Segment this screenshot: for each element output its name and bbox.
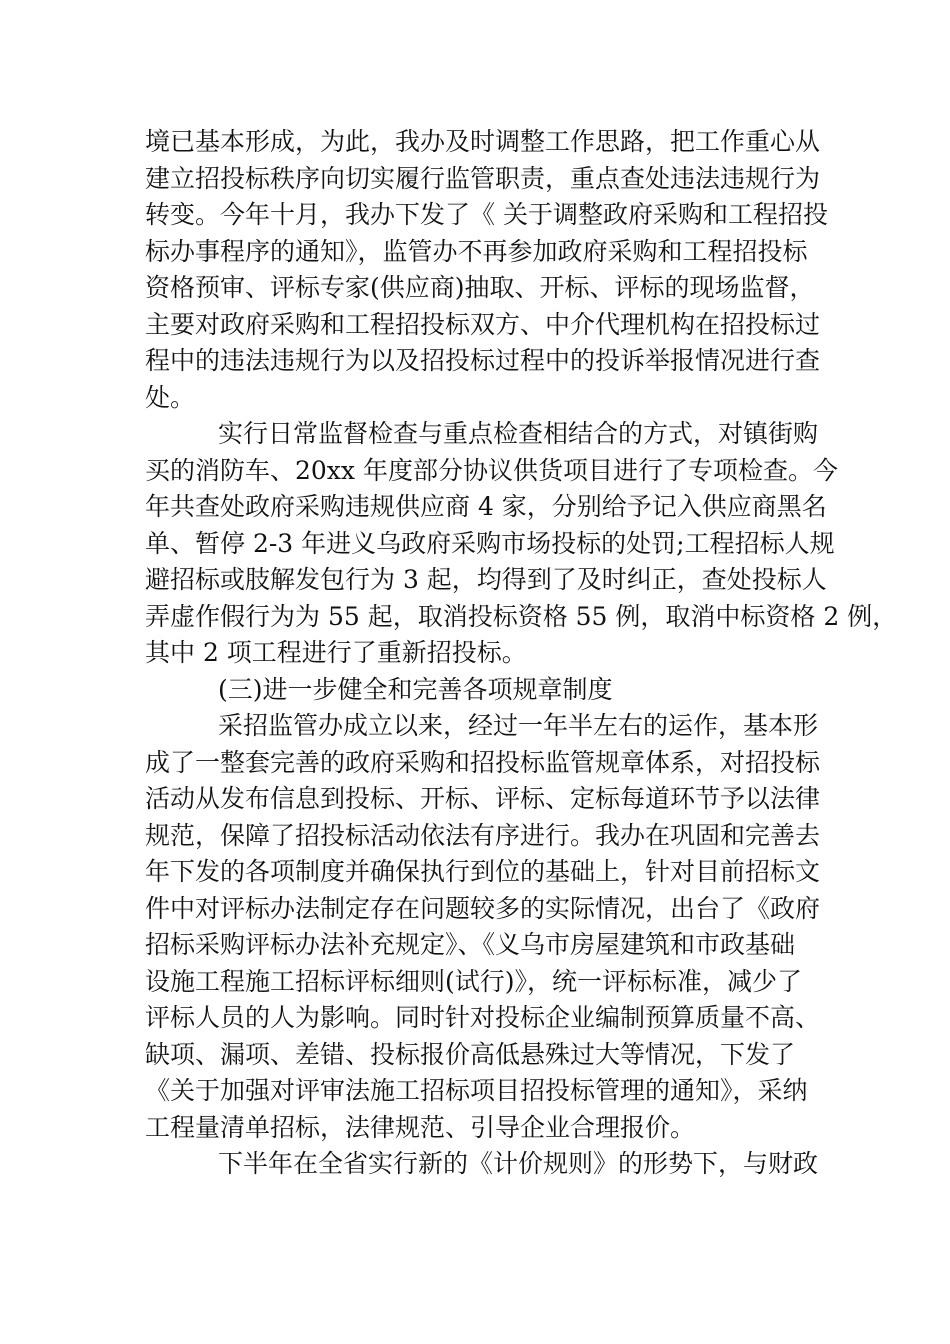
paragraph-first-line: 实行日常监督检查与重点检查相结合的方式，对镇街购 xyxy=(218,419,819,448)
text-line: 设施工程施工招标评标细则(试行)》，统一评标标准，减少了 xyxy=(145,966,803,996)
text-line: 资格预审、评标专家(供应商)抽取、开标、评标的现场监督， xyxy=(145,273,815,302)
paragraph-first-line: 采招监管办成立以来，经过一年半左右的运作，基本形 xyxy=(218,711,819,740)
text-line: 标办事程序的通知》，监管办不再参加政府采购和工程招投标 xyxy=(145,236,808,266)
text-line: 单、暂停 2-3 年进义乌政府采购市场投标的处罚;工程招标人规 xyxy=(145,528,835,558)
text-line: 程中的违法违规行为以及招投标过程中的投诉举报情况进行查 xyxy=(145,346,821,375)
text-line: 处。 xyxy=(145,382,196,412)
text-line: 转变。今年十月，我办下发了《 关于调整政府采购和工程招投 xyxy=(145,200,828,229)
text-line: 避招标或肢解发包行为 3 起，均得到了及时纠正，查处投标人 xyxy=(145,565,827,594)
text-line: 建立招投标秩序向切实履行监管职责，重点查处违法违规行为 xyxy=(145,163,821,193)
section-heading: (三)进一步健全和完善各项规章制度 xyxy=(218,674,613,704)
text-line: 成了一整套完善的政府采购和招投标监管规章体系，对招投标 xyxy=(145,747,821,777)
text-line: 境已基本形成，为此，我办及时调整工作思路，把工作重心从 xyxy=(145,127,821,156)
paragraph-first-line: 下半年在全省实行新的《计价规则》的形势下，与财政 xyxy=(218,1149,819,1178)
text-line: 招标采购评标办法补充规定》、《义乌市房屋建筑和市政基础 xyxy=(145,930,796,959)
text-line: 弄虚作假行为为 55 起，取消投标资格 55 例，取消中标资格 2 例， xyxy=(145,601,898,631)
text-line: 缺项、漏项、差错、投标报价高低悬殊过大等情况，下发了 xyxy=(145,1039,796,1069)
text-line: 规范，保障了招投标活动依法有序进行。我办在巩固和完善去 xyxy=(145,820,821,850)
text-line: 年下发的各项制度并确保执行到位的基础上，针对目前招标文 xyxy=(145,857,821,886)
text-line: 评标人员的人为影响。同时针对投标企业编制预算质量不高、 xyxy=(145,1003,821,1032)
text-line: 工程量清单招标，法律规范、引导企业合理报价。 xyxy=(145,1112,696,1142)
text-line: 《关于加强对评审法施工招标项目招投标管理的通知》，采纳 xyxy=(145,1076,808,1105)
text-line: 件中对评标办法制定存在问题较多的实际情况，出台了《政府 xyxy=(145,893,821,923)
document-body xyxy=(145,124,898,1183)
text-line: 其中 2 项工程进行了重新招投标。 xyxy=(145,638,527,667)
text-line: 年共查处政府采购违规供应商 4 家，分别给予记入供应商黑名 xyxy=(145,492,827,521)
text-line: 活动从发布信息到投标、开标、评标、定标每道环节予以法律 xyxy=(145,784,821,813)
text-line: 主要对政府采购和工程招投标双方、中介代理机构在招投标过 xyxy=(145,309,821,339)
text-line: 买的消防车、20xx 年度部分协议供货项目进行了专项检查。今 xyxy=(145,455,838,485)
